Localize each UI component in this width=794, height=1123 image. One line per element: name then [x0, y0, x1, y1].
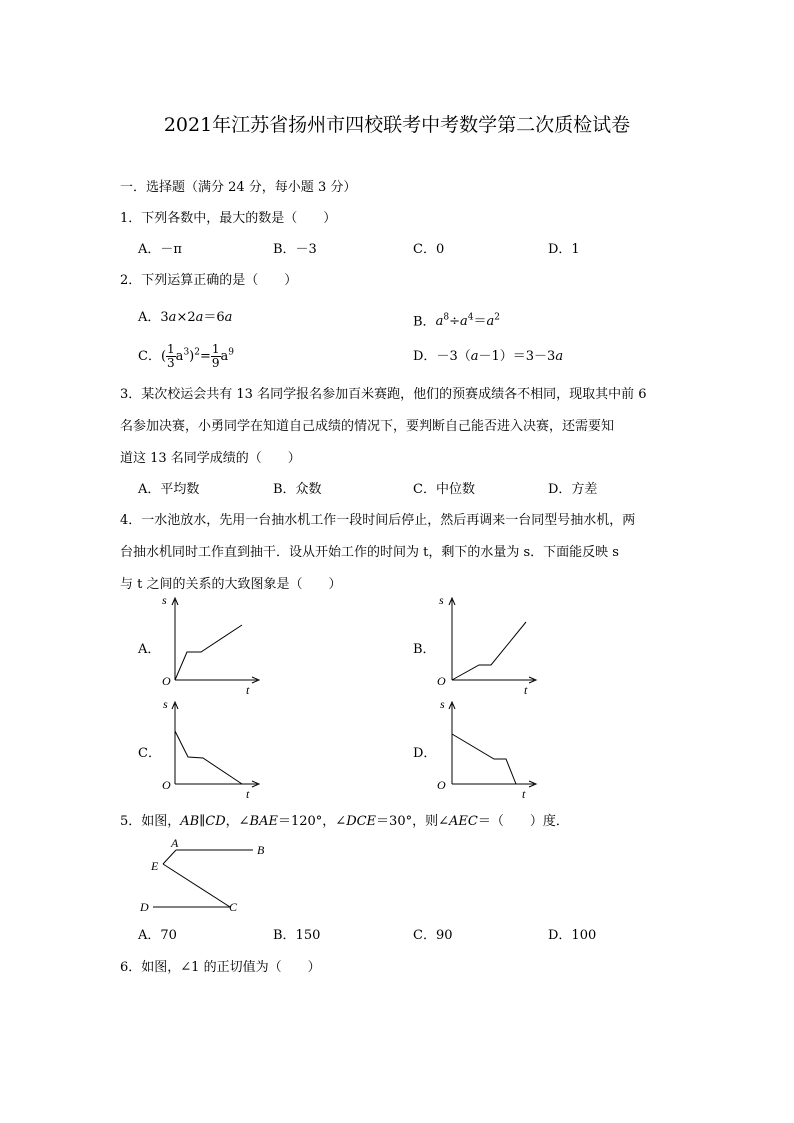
q2-option-b-label: B． — [413, 314, 436, 330]
q2-option-b — [413, 310, 500, 330]
q4-graph-b — [432, 592, 542, 697]
q4-graph-c-s-label: s — [163, 697, 168, 711]
q4-graph-b-t-label: t — [524, 683, 528, 697]
q4-graph-a-t-label: t — [246, 683, 250, 697]
q4-option-a-label: A． — [138, 642, 161, 657]
q4-graph-c — [155, 696, 265, 801]
q4-graph-d-t-label: t — [522, 787, 526, 801]
q4-option-b-label: B． — [413, 642, 436, 657]
q3-stem-line-3: 道这 13 名同学成绩的（ ） — [120, 451, 301, 466]
q4-graph-c-origin-label: O — [162, 778, 171, 792]
q3-option-b: B．众数 — [273, 482, 322, 497]
q4-stem-line-1: 4．一水池放水，先用一台抽水机工作一段时间后停止，然后再调来一台同型号抽水机，两 — [120, 513, 636, 528]
q4-graph-b-origin-label: O — [437, 674, 446, 688]
q4-graph-a-s-label: s — [162, 593, 167, 607]
q4-graph-a-origin-label: O — [162, 674, 171, 688]
q3-option-a: A．平均数 — [138, 482, 200, 497]
q3-stem-line-2: 名参加决赛，小勇同学在知道自己成绩的情况下，要判断自己能否进入决赛，还需要知 — [120, 419, 615, 434]
q4-stem-line-3: 与 t 之间的关系的大致图象是（ ） — [120, 577, 342, 592]
q5-label-c: C — [229, 900, 238, 914]
q4-graph-b-s-label: s — [439, 593, 444, 607]
q5-option-b: B．150 — [273, 928, 321, 943]
q4-graph-d — [432, 696, 542, 801]
q1-option-b: B．－3 — [273, 242, 317, 257]
q3-option-d: D．方差 — [548, 482, 598, 497]
q1-stem: 1．下列各数中，最大的数是（ ） — [120, 211, 337, 226]
q1-option-d: D．1 — [548, 242, 580, 257]
q5-option-d: D．100 — [548, 928, 597, 943]
q1-option-c: C．0 — [413, 242, 445, 257]
q5-label-a: A — [171, 836, 179, 850]
q2-option-a-label: A． — [138, 310, 161, 325]
q4-graph-c-t-label: t — [246, 787, 250, 801]
q5-label-d: D — [140, 900, 149, 914]
q4-graph-a — [155, 592, 265, 697]
q2-option-c-label: C． — [138, 349, 161, 364]
q3-option-c: C．中位数 — [413, 482, 475, 497]
q2-option-b-expr: $a^8\div a^4=a^2$ — [435, 313, 500, 330]
q4-option-d-label: D． — [413, 746, 437, 761]
q4-graph-d-origin-label: O — [437, 778, 446, 792]
q1-option-a: A．－π — [138, 242, 182, 257]
q6-stem: 6．如图，∠1 的正切值为（ ） — [120, 960, 321, 975]
q5-stem: 5．如图，AB∥CD，∠BAE＝120°，∠DCE＝30°，则∠AEC＝（ ）度． — [120, 814, 569, 829]
q4-option-c-label: C． — [138, 746, 161, 761]
q2-option-c — [138, 343, 234, 370]
q2-option-a — [138, 310, 232, 326]
q5-label-b: B — [257, 843, 265, 857]
q5-option-c: C．90 — [413, 928, 453, 943]
q3-stem-line-1: 3．某次校运会共有 13 名同学报名参加百米赛跑，他们的预赛成绩各不相同，现取其中前 6 — [120, 387, 647, 402]
q2-option-a-expr: 3a×2a＝6a — [160, 310, 233, 325]
q2-option-d — [413, 349, 563, 365]
q2-option-d-expr: －3（a－1）＝3－3a — [436, 349, 564, 364]
section-heading: 一．选择题（满分 24 分，每小题 3 分） — [120, 180, 357, 195]
page-title: 2021年江苏省扬州市四校联考中考数学第二次质检试卷 — [163, 114, 631, 136]
q5-option-a: A．70 — [138, 928, 177, 943]
q2-option-d-label: D． — [413, 349, 437, 364]
q5-label-e: E — [151, 859, 159, 873]
q2-option-c-expr: ( $\frac{1}{3}$ $a^3)^2=$ $\frac{1}{9}$ $a^9$ — [160, 342, 235, 370]
q4-graph-d-s-label: s — [440, 697, 445, 711]
q4-stem-line-2: 台抽水机同时工作直到抽干．设从开始工作的时间为 t，剩下的水量为 s．下面能反映 s — [120, 545, 619, 560]
q5-figure — [135, 836, 275, 916]
q2-stem: 2．下列运算正确的是（ ） — [120, 273, 298, 288]
